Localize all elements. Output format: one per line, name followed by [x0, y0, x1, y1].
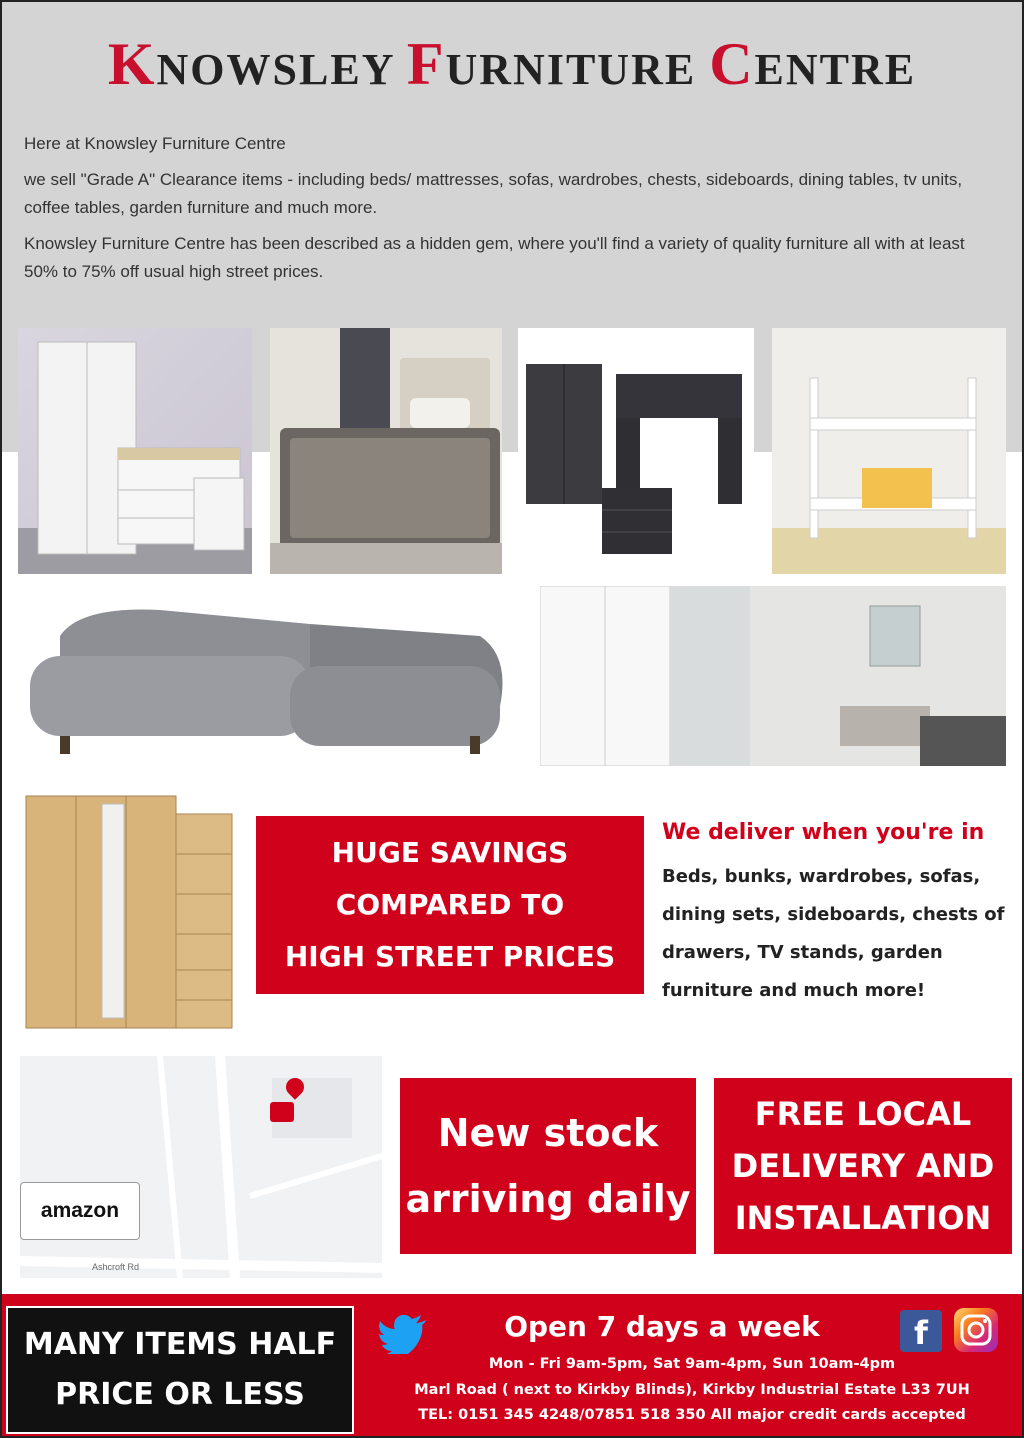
dark-wardrobes-illustration [518, 328, 754, 574]
half-price-line-2: PRICE OR LESS [55, 1377, 305, 1412]
deliver-text: Beds, bunks, wardrobes, sofas, dining sets, sideboards, chests of drawers, TV stands, garden furniture and much more! [662, 866, 1005, 1001]
savings-line-3: HIGH STREET PRICES [284, 940, 616, 973]
bed-illustration [270, 328, 502, 574]
store-address: Marl Road ( next to Kirkby Blinds), Kirkby Industrial Estate L33 7UH [414, 1382, 970, 1398]
location-map [20, 1056, 382, 1278]
amazon-label: amazon [40, 1199, 120, 1222]
photo-bed [270, 328, 502, 574]
free-delivery-box [714, 1078, 1012, 1254]
road-label: Ashcroft Rd [92, 1262, 140, 1272]
intro-line-3: Knowsley Furniture Centre has been described as a hidden gem, where you'll find a variety of quality furniture all with at least 50% to 75% off usual high street prices. [24, 234, 965, 281]
photo-oak-wardrobe [22, 794, 234, 1030]
bunk-bed-illustration [772, 328, 1006, 574]
map-roads [20, 1056, 382, 1278]
facebook-icon[interactable]: f [900, 1310, 942, 1352]
huge-savings-box [256, 816, 644, 994]
photo-bunk-bed [772, 328, 1006, 574]
intro-text [24, 130, 999, 294]
half-price-line-1: MANY ITEMS HALF [23, 1327, 337, 1362]
sliding-wardrobe-illustration [540, 586, 1006, 766]
free-delivery-line-2: DELIVERY AND [731, 1147, 995, 1185]
intro-line-2: we sell "Grade A" Clearance items - including beds/ mattresses, sofas, wardrobes, chests, sideboards, dining tables, tv units, coffee tables, garden furniture and much more. [24, 170, 963, 217]
half-price-box [6, 1306, 354, 1434]
contact-info: TEL: 0151 345 4248/07851 518 350 All major credit cards accepted [418, 1407, 966, 1423]
photo-dark-wardrobes [518, 328, 754, 574]
open-days: Open 7 days a week [504, 1310, 820, 1343]
title-initial-f: F [406, 31, 446, 97]
new-stock-box [400, 1078, 696, 1254]
title-word-knowsley: NOWSLEY [156, 45, 407, 94]
title-word-furniture: URNITURE [445, 45, 710, 94]
oak-wardrobe-illustration [22, 794, 234, 1030]
white-wardrobe-illustration [18, 328, 252, 574]
free-delivery-line-3: INSTALLATION [734, 1199, 992, 1237]
photo-white-wardrobe [18, 328, 252, 574]
deliver-heading: We deliver when you're in [662, 820, 985, 845]
free-delivery-line-1: FREE LOCAL [754, 1095, 972, 1133]
store-marker-icon[interactable] [270, 1102, 294, 1122]
instagram-icon[interactable] [954, 1308, 998, 1352]
new-stock-line-2: arriving daily [405, 1177, 691, 1221]
title-initial-c: C [709, 31, 755, 97]
savings-line-2: COMPARED TO [335, 888, 565, 921]
corner-sofa-illustration [20, 596, 510, 772]
photo-sliding-wardrobe [540, 586, 1006, 766]
photo-corner-sofa [20, 596, 510, 772]
title-initial-k: K [107, 31, 157, 97]
title-word-centre: ENTRE [754, 45, 917, 94]
intro-line-1: Here at Knowsley Furniture Centre [24, 134, 286, 153]
opening-hours: Mon - Fri 9am-5pm, Sat 9am-4pm, Sun 10am-4pm [488, 1356, 896, 1372]
new-stock-line-1: New stock [437, 1111, 659, 1155]
savings-line-1: HUGE SAVINGS [331, 836, 569, 869]
amazon-badge[interactable] [20, 1182, 140, 1240]
page-title [2, 30, 1022, 99]
